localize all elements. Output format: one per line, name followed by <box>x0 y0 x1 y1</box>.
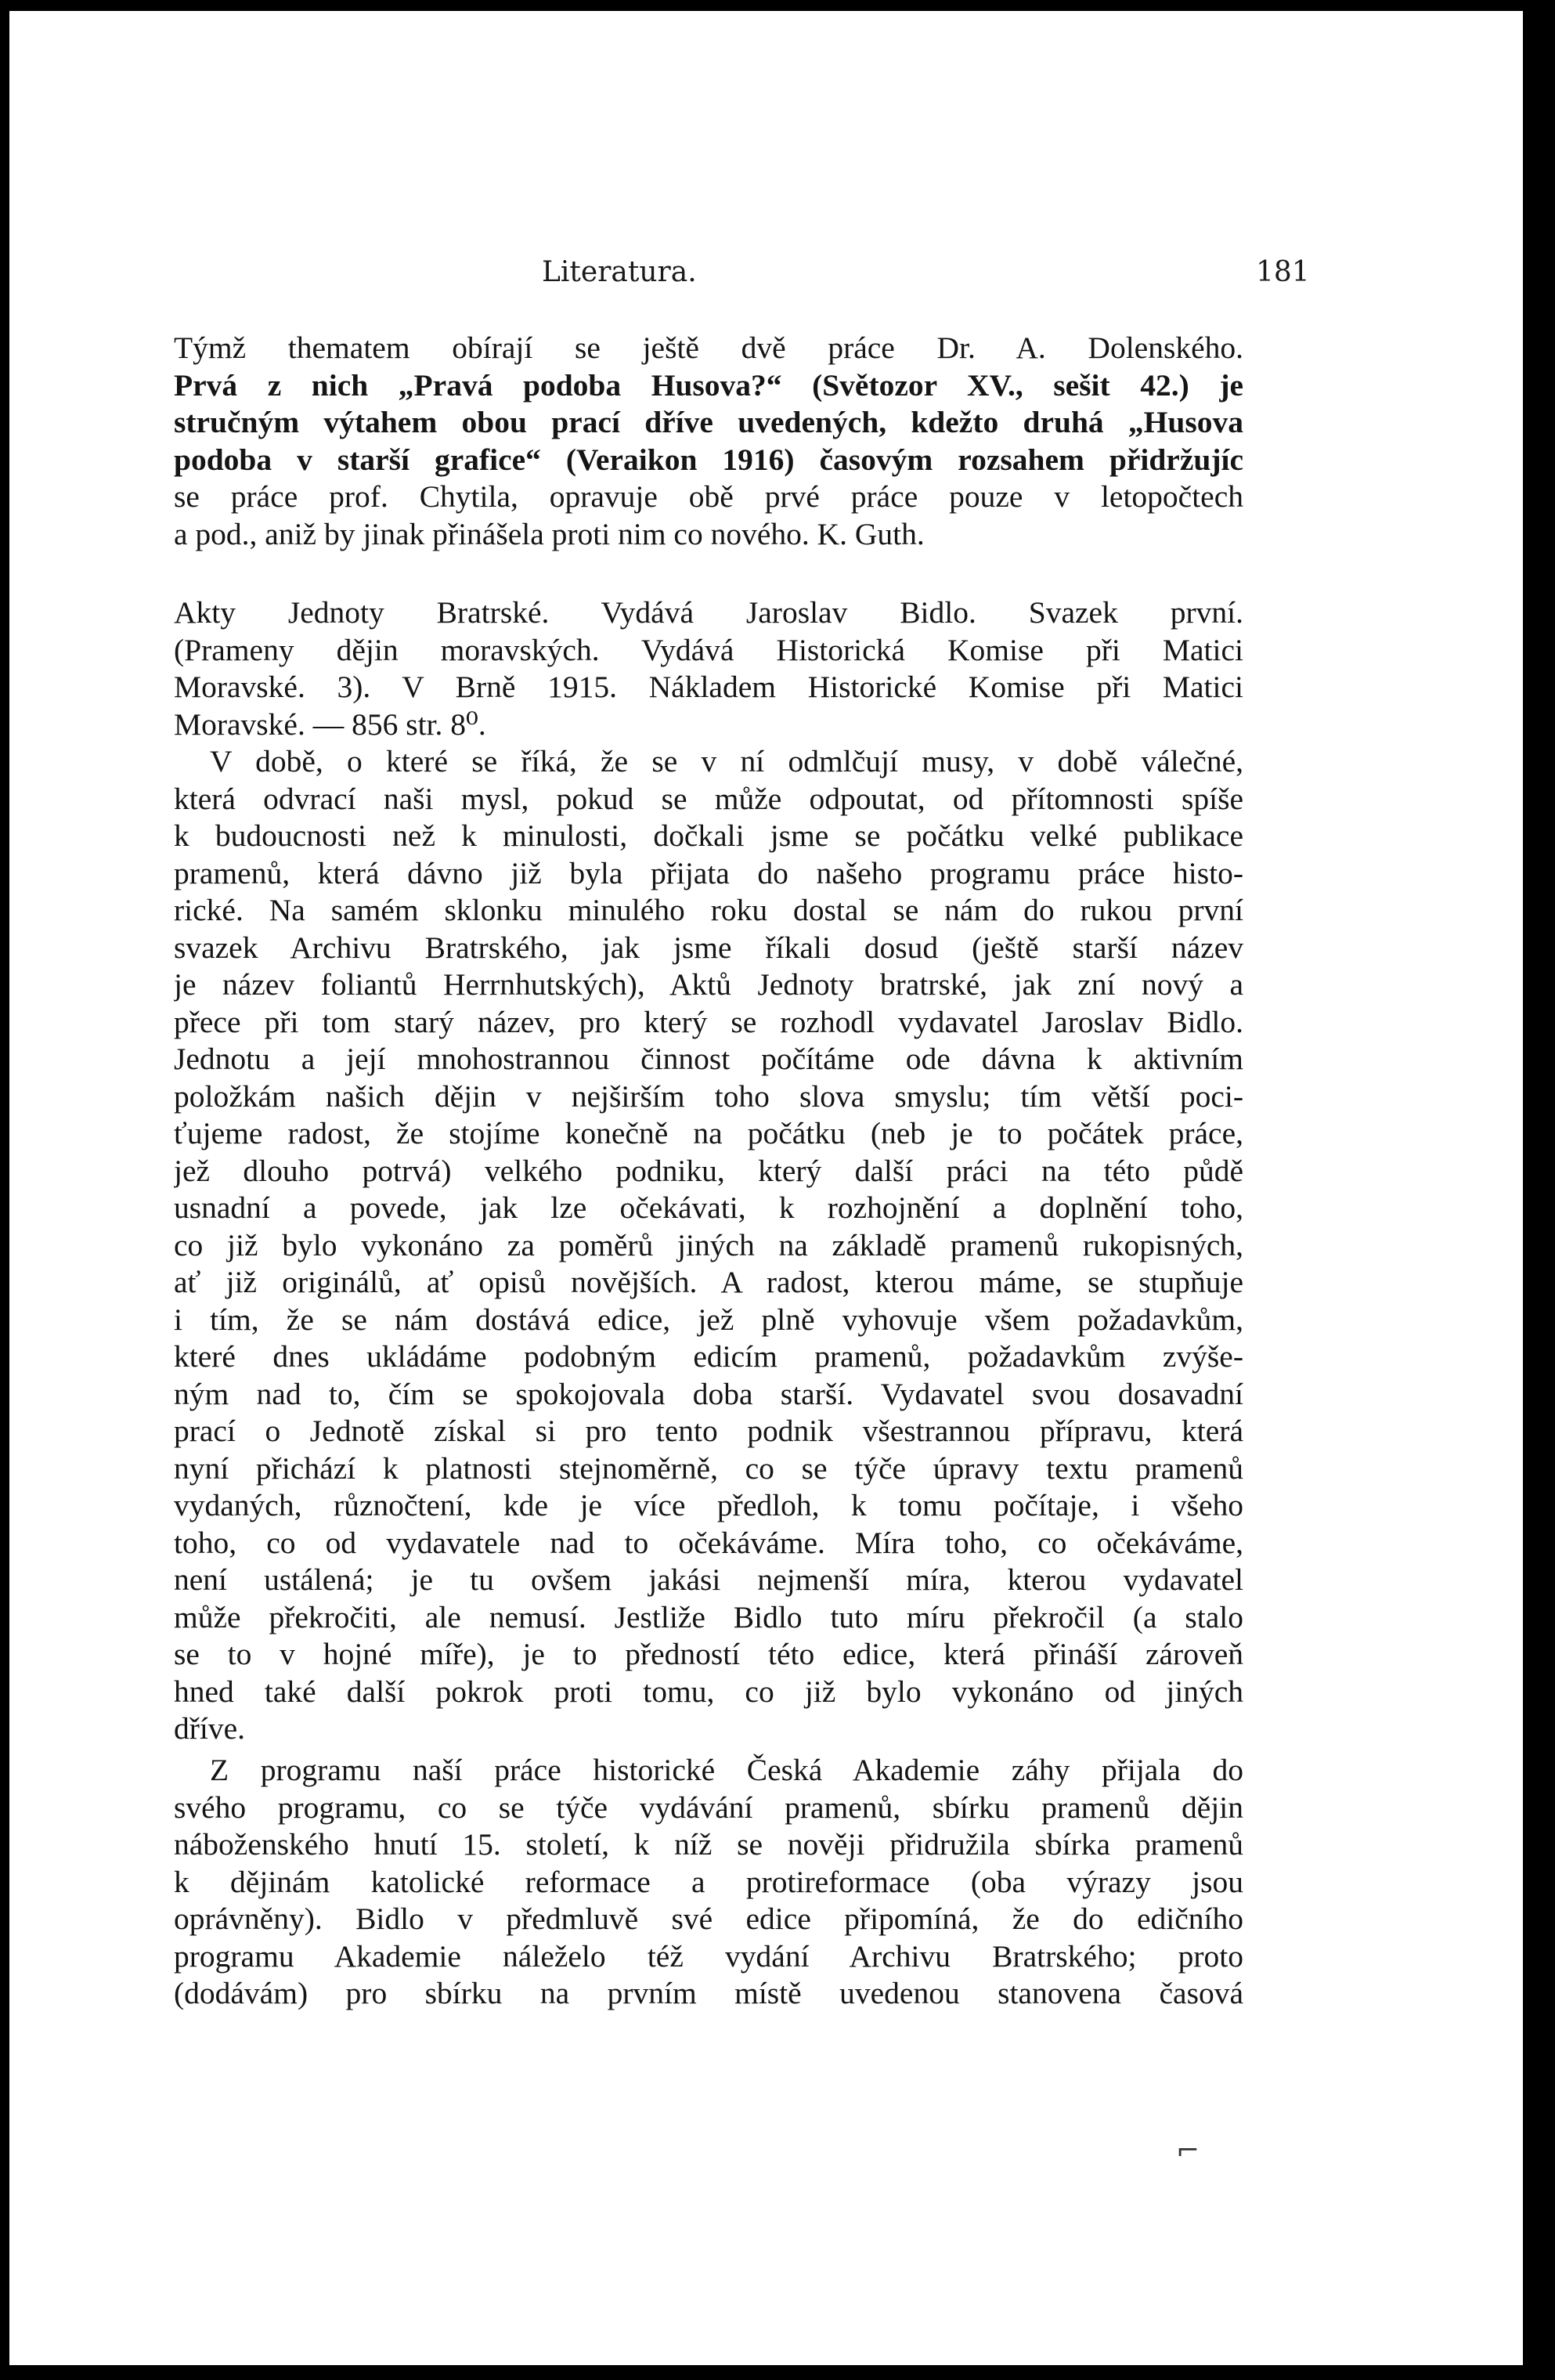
text-line: co již bylo vykonáno za poměrů jiných na základě pramenů rukopisných, <box>174 1227 1243 1262</box>
text-line: může překročiti, ale nemusí. Jestliže Bidlo tuto míru překročil (a stalo <box>174 1599 1243 1634</box>
text-line: Prvá z nich „Pravá podoba Husova?“ (Světozor XV., sešit 42.) je <box>174 367 1243 403</box>
review-two-paragraph-one <box>174 743 1243 1748</box>
text-line: ťujeme radost, že stojíme konečně na počátku (neb je to počátek práce, <box>174 1116 1243 1150</box>
text-line: je název foliantů Herrnhutských), Aktů Jednoty bratrské, jak zní nový a <box>174 967 1243 1002</box>
text-line: svého programu, co se týče vydávání pramenů, sbírku pramenů dějin <box>174 1790 1243 1825</box>
text-line: se to v hojné míře), je to předností této edice, která přináší zároveň <box>174 1637 1243 1671</box>
text-line: položkám našich dějin v nejširším toho slova smyslu; tím větší poci- <box>174 1078 1243 1114</box>
text-line: rické. Na samém sklonku minulého roku dostal se nám do rukou první <box>174 893 1243 927</box>
text-line: Z programu naší práce historické Česká Akademie záhy přijala do <box>210 1753 1243 1787</box>
text-line: nyní přichází k platnosti stejnoměrně, co se týče úpravy textu pramenů <box>174 1450 1243 1486</box>
running-title: Literatura. <box>542 256 697 288</box>
citation-line: Moravské. 3). V Brně 1915. Nákladem Historické Komise při Matici <box>174 670 1243 704</box>
text-line: svazek Archivu Bratrského, jak jsme říkali dosud (ještě starší název <box>174 930 1243 965</box>
text-line: dříve. <box>174 1711 246 1746</box>
text-line: náboženského hnutí 15. století, k níž se nověji přidružila sbírka pramenů <box>174 1827 1243 1862</box>
text-line: stručným výtahem obou prací dříve uvedených, kdežto druhá „Husova <box>174 405 1243 439</box>
review-signature-line: a pod., aniž by jinak přinášela proti nim co nového. K. Guth. <box>174 516 925 551</box>
text-line: hned také další pokrok proti tomu, co již bylo vykonáno od jiných <box>174 1674 1243 1709</box>
review-two-citation <box>174 594 1243 743</box>
text-line: programu Akademie náleželo též vydání Archivu Bratrského; proto <box>174 1938 1243 1974</box>
review-one <box>174 330 1243 553</box>
text-line: není ustálená; je tu ovšem jakási nejmenší míra, kterou vydavatel <box>174 1562 1243 1597</box>
text-line: ným nad to, čím se spokojovala doba starší. Vydavatel svou dosavadní <box>174 1376 1243 1411</box>
text-line: Jednotu a její mnohostrannou činnost počítáme ode dávna k aktivním <box>174 1042 1243 1076</box>
page-header <box>9 256 1523 287</box>
text-line: podoba v starší grafice“ (Veraikon 1916) časovým rozsahem přidržujíc <box>174 442 1243 477</box>
text-line: V době, o které se říká, že se v ní odmlčují musy, v době válečné, <box>210 744 1243 778</box>
review-two-paragraph-two <box>174 1752 1243 2013</box>
text-line: přece při tom starý název, pro který se rozhodl vydavatel Jaroslav Bidlo. <box>174 1004 1243 1039</box>
text-line: (dodávám) pro sbírku na prvním místě uvedenou stanovena časová <box>174 1976 1243 2010</box>
text-line: Týmž thematem obírají se ještě dvě práce Dr. A. Dolenského. <box>174 330 1243 365</box>
text-line: se práce prof. Chytila, opravuje obě prvé práce pouze v letopočtech <box>174 479 1243 514</box>
text-line: oprávněny). Bidlo v předmluvě své edice připomíná, že do edičního <box>174 1901 1243 1936</box>
text-line: prací o Jednotě získal si pro tento podnik všestrannou přípravu, která <box>174 1414 1243 1448</box>
text-line: i tím, že se nám dostává edice, jež plně vyhovuje všem požadavkům, <box>174 1302 1243 1337</box>
page-number: 181 <box>1256 256 1310 288</box>
stray-mark: ⌐ <box>1176 2135 1200 2167</box>
citation-line: Akty Jednoty Bratrské. Vydává Jaroslav Bidlo. Svazek první. <box>174 595 1243 630</box>
text-line: toho, co od vydavatele nad to očekáváme. Míra toho, co očekáváme, <box>174 1525 1243 1560</box>
citation-line: (Prameny dějin moravských. Vydává Historická Komise při Matici <box>174 632 1243 667</box>
text-line: vydaných, různočtení, kde je více předloh, k tomu počítaje, i všeho <box>174 1488 1243 1522</box>
book-page <box>9 11 1523 2365</box>
text-line: pramenů, která dávno již byla přijata do našeho programu práce histo- <box>174 855 1243 890</box>
text-line: které dnes ukládáme podobným edicím pramenů, požadavkům zvýše- <box>174 1339 1243 1374</box>
text-line: ať již originálů, ať opisů novějších. A radost, kterou máme, se stupňuje <box>174 1265 1243 1299</box>
citation-line: Moravské. — 856 str. 8⁰. <box>174 706 486 742</box>
text-line: k dějinám katolické reformace a protireformace (oba výrazy jsou <box>174 1864 1243 1899</box>
text-line: usnadní a povede, jak lze očekávati, k rozhojnění a doplnění toho, <box>174 1190 1243 1225</box>
text-line: jež dlouho potrvá) velkého podniku, který další práci na této půdě <box>174 1153 1243 1188</box>
text-line: která odvrací naši mysl, pokud se může odpoutat, od přítomnosti spíše <box>174 781 1243 816</box>
text-line: k budoucnosti než k minulosti, dočkali jsme se počátku velké publikace <box>174 818 1243 853</box>
